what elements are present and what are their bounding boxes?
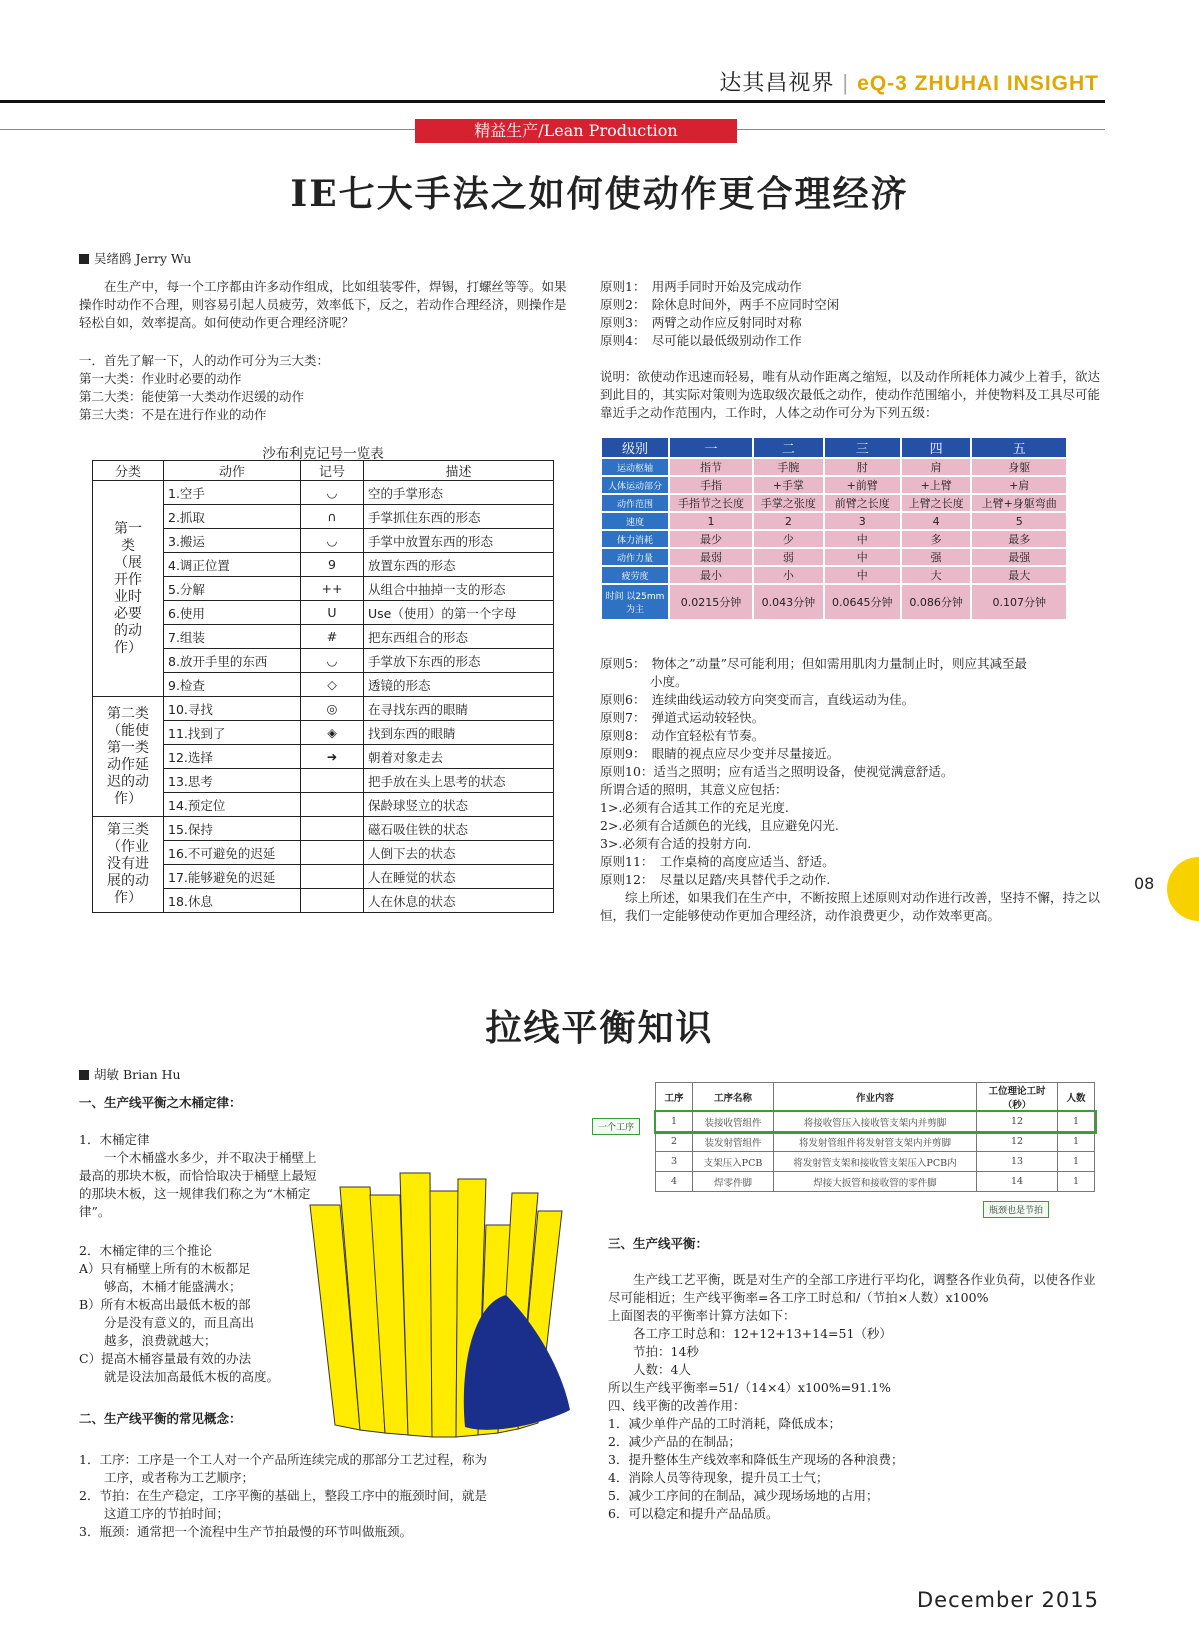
level-cell: 中: [824, 548, 901, 566]
level-cell: 4: [901, 512, 972, 530]
desc-cell: 空的手掌形态: [364, 481, 554, 505]
concept-line: 这道工序的节拍时间；: [79, 1506, 230, 1521]
inference-line: 就是设法加高最低木板的高度。: [79, 1369, 280, 1384]
process-cell: 12: [977, 1132, 1058, 1152]
category-cell: 第一类（展开作业时必要的动作）: [93, 481, 164, 697]
inferences: [79, 1260, 319, 1386]
class-line: 第三大类：不是在进行作业的动作: [79, 407, 267, 422]
table-header: 记号: [301, 461, 364, 481]
level-cell: 手指节之长度: [669, 494, 753, 512]
principle-line: 原则7： 弹道式运动较轻快。: [600, 710, 765, 725]
action-cell: 8.放开手里的东西: [164, 649, 301, 673]
inference-line: 越多，浪费就越大；: [79, 1333, 217, 1348]
process-cell: 装发射管组件: [693, 1132, 774, 1152]
desc-cell: 透镜的形态: [364, 673, 554, 697]
principle-line: 2>.必须有合适颜色的光线，且应避免闪光.: [600, 818, 839, 833]
level-cell: 手指: [669, 476, 753, 494]
symbol-cell: ++: [301, 577, 364, 601]
author-bullet-icon: [79, 1070, 89, 1080]
process-cell: 3: [656, 1152, 693, 1172]
balance-line: 1．减少单件产品的工时消耗，降低成本；: [608, 1416, 841, 1431]
article1-title: IE七大手法之如何使动作更合理经济: [290, 173, 909, 215]
level-cell: 5: [971, 512, 1067, 530]
desc-cell: 人在休息的状态: [364, 889, 554, 913]
balance-line: 4．消除人员等待现象，提升员工士气；: [608, 1470, 829, 1485]
article2-author: 胡敏 Brian Hu: [79, 1065, 181, 1083]
principle-line: 原则9： 眼睛的视点应尽少变并尽量接近。: [600, 746, 840, 761]
action-cell: 15.保持: [164, 817, 301, 841]
level-cell: 0.107分钟: [971, 584, 1067, 620]
symbol-cell: ◡: [301, 649, 364, 673]
symbol-cell: ➜: [301, 745, 364, 769]
level-cell: +前臂: [824, 476, 901, 494]
level-cell: 中: [824, 566, 901, 584]
desc-cell: 保龄球竖立的状态: [364, 793, 554, 817]
desc-cell: 放置东西的形态: [364, 553, 554, 577]
category-cell: 第三类（作业没有进展的动作）: [93, 817, 164, 913]
level-cell: 强: [901, 548, 972, 566]
level-cell: 0.043分钟: [753, 584, 824, 620]
article2-title: 拉线平衡知识: [485, 1007, 714, 1049]
concept-line: 1．工序：工序是一个工人对一个产品所连续完成的那部分工艺过程，称为: [79, 1452, 487, 1467]
principles-b: [600, 655, 1100, 925]
desc-cell: 人在睡觉的状态: [364, 865, 554, 889]
symbol-cell: ◇: [301, 673, 364, 697]
class-line: 一．首先了解一下，人的动作可分为三大类：: [79, 353, 330, 368]
concept-line: 3．瓶颈：通常把一个流程中生产节拍最慢的环节叫做瓶颈。: [79, 1524, 412, 1539]
principles-a: [600, 278, 1100, 350]
process-header: 工序: [656, 1083, 693, 1112]
conclusion: 综上所述，如果我们在生产中，不断按照上述原则对动作进行改善，坚持不懈，持之以恒，我们一定能够使动作更加合理经济，动作浪费更少，动作效率更高。: [600, 890, 1101, 923]
desc-cell: 找到东西的眼睛: [364, 721, 554, 745]
process-cell: 将发射管支架和接收管支架压入PCB内: [774, 1152, 977, 1172]
desc-cell: Use（使用）的第一个字母: [364, 601, 554, 625]
masthead-cn: 达其昌视界: [719, 71, 835, 96]
symbol-cell: [301, 865, 364, 889]
process-cell: 装接收管组件: [693, 1112, 774, 1132]
row-label: 时间 以25mm为主: [601, 584, 669, 620]
principle-line: 原则12： 尽量以足踏/夹具替代手之动作.: [600, 872, 831, 887]
symbol-cell: ◡: [301, 529, 364, 553]
process-header: 工序名称: [693, 1083, 774, 1112]
level-header: 二: [753, 437, 824, 458]
action-cell: 17.能够避免的迟延: [164, 865, 301, 889]
callout-bottleneck: 瓶颈也是节拍: [983, 1201, 1049, 1218]
level-cell: 0.0645分钟: [824, 584, 901, 620]
process-cell: 1: [656, 1112, 693, 1132]
action-classes: [79, 352, 569, 424]
process-table: [655, 1082, 1095, 1192]
level-cell: 最少: [669, 530, 753, 548]
law-text: 一个木桶盛水多少，并不取决于桶壁上最高的那块木板，而恰恰取决于桶壁上最短的那块木板，这一规律我们称之为“木桶定律”。: [79, 1150, 317, 1219]
principle-line: 原则10：适当之照明；应有适当之照明设备，使视觉满意舒适。: [600, 764, 954, 779]
balance-text: 生产线工艺平衡，既是对生产的全部工序进行平均化，调整各作业负荷，以使各作业尽可能相近；生产线平衡率=各工序工时总和/（节拍×人数）x100%: [608, 1272, 1096, 1305]
symbol-cell: U: [301, 601, 364, 625]
action-cell: 1.空手: [164, 481, 301, 505]
level-cell: 肩: [901, 458, 972, 476]
action-cell: 13.思考: [164, 769, 301, 793]
table-header: 分类: [93, 461, 164, 481]
inference-line: 分是没有意义的，而且高出: [79, 1315, 255, 1330]
row-label: 速度: [601, 512, 669, 530]
row-label: 体力消耗: [601, 530, 669, 548]
level-cell: 最多: [971, 530, 1067, 548]
section-heading: 三、生产线平衡：: [608, 1236, 709, 1251]
level-cell: 前臂之长度: [824, 494, 901, 512]
level-cell: 大: [901, 566, 972, 584]
level-cell: 弱: [753, 548, 824, 566]
symbol-cell: 9: [301, 553, 364, 577]
bucket-stave: [430, 1191, 458, 1437]
action-cell: 5.分解: [164, 577, 301, 601]
process-cell: 4: [656, 1172, 693, 1192]
action-cell: 6.使用: [164, 601, 301, 625]
level-cell: 最弱: [669, 548, 753, 566]
symbol-cell: [301, 793, 364, 817]
process-header: 人数: [1058, 1083, 1095, 1112]
row-label: 人体运动部分: [601, 476, 669, 494]
desc-cell: 手掌抓住东西的形态: [364, 505, 554, 529]
symbol-cell: ◎: [301, 697, 364, 721]
concept-line: 工序，或者称为工艺顺序；: [79, 1470, 255, 1485]
issue-date: December 2015: [916, 1588, 1099, 1612]
level-cell: 上臂之长度: [901, 494, 972, 512]
level-cell: 上臂+身躯弯曲: [971, 494, 1067, 512]
process-cell: 2: [656, 1132, 693, 1152]
row-label: 运动枢轴: [601, 458, 669, 476]
table-header: 动作: [164, 461, 301, 481]
balance-line: 3．提升整体生产线效率和降低生产现场的各种浪费；: [608, 1452, 904, 1467]
inference-line: 够高，木桶才能盛满水；: [79, 1279, 242, 1294]
principle-line: 原则4： 尽可能以最低级别动作工作: [600, 333, 802, 348]
level-cell: 最大: [971, 566, 1067, 584]
page-number: 08: [1134, 874, 1155, 893]
process-cell: 1: [1058, 1132, 1095, 1152]
principle-line: 原则8： 动作宜轻松有节奏。: [600, 728, 765, 743]
process-cell: 支架压入PCB: [693, 1152, 774, 1172]
principle-line: 原则6： 连续曲线运动较方向突变而言，直线运动为佳。: [600, 692, 915, 707]
process-cell: 焊接大扳管和接收管的零件脚: [774, 1172, 977, 1192]
balance-line: 节拍：14秒: [608, 1344, 699, 1359]
action-cell: 2.抓取: [164, 505, 301, 529]
law-title: 1．木桶定律: [79, 1132, 150, 1147]
level-cell: 指节: [669, 458, 753, 476]
desc-cell: 把手放在头上思考的状态: [364, 769, 554, 793]
level-cell: 肘: [824, 458, 901, 476]
level-cell: 小: [753, 566, 824, 584]
therblig-table: [92, 460, 554, 913]
symbol-cell: ◡: [301, 481, 364, 505]
process-cell: 1: [1058, 1152, 1095, 1172]
desc-cell: 手掌中放置东西的形态: [364, 529, 554, 553]
desc-cell: 磁石吸住铁的状态: [364, 817, 554, 841]
action-cell: 16.不可避免的迟延: [164, 841, 301, 865]
desc-cell: 把东西组合的形态: [364, 625, 554, 649]
action-cell: 12.选择: [164, 745, 301, 769]
motion-level-table: [600, 436, 1068, 621]
explanation: 说明：欲使动作迅速而轻易，唯有从动作距离之缩短，以及动作所耗体力减少上着手，欲达到此目的，其实际对策则为选取级次最低之动作，使动作范围缩小，并使物料及工具尽可能靠近手之动作范围内，工作时，人体之动作可分为下列五级：: [600, 369, 1101, 420]
level-cell: 3: [824, 512, 901, 530]
section-heading: 二、生产线平衡的常见概念：: [79, 1411, 242, 1426]
level-header: 一: [669, 437, 753, 458]
symbol-cell: ∩: [301, 505, 364, 529]
level-cell: 手腕: [753, 458, 824, 476]
action-cell: 9.检查: [164, 673, 301, 697]
desc-cell: 从组合中抽掉一支的形态: [364, 577, 554, 601]
principle-line: 原则5： 物体之”动量”尽可能利用；但如需用肌肉力量制止时，则应其减至最: [600, 656, 1027, 671]
level-cell: 1: [669, 512, 753, 530]
row-label: 动作力量: [601, 548, 669, 566]
level-cell: 中: [824, 530, 901, 548]
level-cell: +手掌: [753, 476, 824, 494]
symbol-cell: [301, 841, 364, 865]
header-rule: [0, 100, 1105, 103]
level-cell: 0.086分钟: [901, 584, 972, 620]
masthead-en: eQ-3 ZHUHAI INSIGHT: [857, 72, 1099, 95]
balance-line: 5．减少工序间的在制品，减少现场场地的占用；: [608, 1488, 879, 1503]
level-header: 五: [971, 437, 1067, 458]
row-label: 疲劳度: [601, 566, 669, 584]
level-cell: 0.0215分钟: [669, 584, 753, 620]
process-cell: 将发射管组件将发射管支架内并剪脚: [774, 1132, 977, 1152]
concepts: [79, 1451, 569, 1541]
level-cell: 手掌之张度: [753, 494, 824, 512]
section-tag: 精益生产/Lean Production: [415, 119, 737, 143]
level-cell: +上臂: [901, 476, 972, 494]
principle-line: 原则3： 两臂之动作应反射同时对称: [600, 315, 802, 330]
action-cell: 11.找到了: [164, 721, 301, 745]
principle-line: 1>.必须有合适其工作的充足光度.: [600, 800, 789, 815]
therblig-table-caption: 沙布利克记号一览表: [262, 446, 384, 462]
bucket-illustration: [300, 1165, 580, 1440]
level-header: 级别: [601, 437, 669, 458]
action-cell: 4.调正位置: [164, 553, 301, 577]
article1-intro: 在生产中，每一个工序都由许多动作组成，比如组装零件，焊锡，打螺丝等等。如果操作时动作不合理，则容易引起人员疲劳，效率低下，反之，若动作合理经济，则操作是轻松自如，效率提高。如何使动作更合理经济呢？: [79, 279, 567, 330]
infer-title: 2．木桶定律的三个推论: [79, 1243, 212, 1258]
principle-line: 原则2： 除休息时间外，两手不应同时空闲: [600, 297, 840, 312]
class-line: 第一大类：作业时必要的动作: [79, 371, 242, 386]
inference-line: C）提高木桶容量最有效的办法: [79, 1351, 252, 1366]
process-cell: 将接收管压入接收管支架内并剪脚: [774, 1112, 977, 1132]
desc-cell: 人倒下去的状态: [364, 841, 554, 865]
action-cell: 7.组装: [164, 625, 301, 649]
inference-line: B）所有木板高出最低木板的部: [79, 1297, 251, 1312]
balance-line: 上面图表的平衡率计算方法如下：: [608, 1308, 796, 1323]
process-cell: 焊零件脚: [693, 1172, 774, 1192]
principle-line: 小度。: [600, 674, 688, 689]
process-header: 工位理论工时（秒）: [977, 1083, 1058, 1112]
masthead: [719, 66, 1099, 97]
process-cell: 12: [977, 1112, 1058, 1132]
principle-line: 3>.必须有合适的投射方向.: [600, 836, 752, 851]
page-marker: [1167, 857, 1199, 921]
symbol-cell: [301, 889, 364, 913]
symbol-cell: #: [301, 625, 364, 649]
category-cell: 第二类（能使第一类动作延迟的动作）: [93, 697, 164, 817]
process-cell: 1: [1058, 1112, 1095, 1132]
table-header: 描述: [364, 461, 554, 481]
principle-line: 原则11： 工作桌椅的高度应适当、舒适。: [600, 854, 835, 869]
level-cell: 最强: [971, 548, 1067, 566]
level-cell: 多: [901, 530, 972, 548]
masthead-separator: |: [842, 70, 850, 95]
level-cell: 少: [753, 530, 824, 548]
process-cell: 13: [977, 1152, 1058, 1172]
balance-line: 各工序工时总和：12+12+13+14=51（秒）: [608, 1326, 892, 1341]
row-label: 动作范围: [601, 494, 669, 512]
process-cell: 14: [977, 1172, 1058, 1192]
principle-line: 所谓合适的照明，其意义应包括：: [600, 782, 788, 797]
desc-cell: 朝着对象走去: [364, 745, 554, 769]
process-header: 作业内容: [774, 1083, 977, 1112]
callout-process: 一个工序: [592, 1118, 640, 1135]
symbol-cell: ◈: [301, 721, 364, 745]
level-cell: 最小: [669, 566, 753, 584]
section-heading: 一、生产线平衡之木桶定律：: [79, 1095, 242, 1110]
inference-line: A）只有桶壁上所有的木板都足: [79, 1261, 251, 1276]
concept-line: 2．节拍：在生产稳定，工序平衡的基础上，整段工序中的瓶颈时间，就是: [79, 1488, 487, 1503]
class-line: 第二大类：能使第一大类动作迟缓的动作: [79, 389, 305, 404]
action-cell: 18.休息: [164, 889, 301, 913]
author-bullet-icon: [79, 254, 89, 264]
balance-line: 2．减少产品的在制品；: [608, 1434, 741, 1449]
balance-line: 6．可以稳定和提升产品品质。: [608, 1506, 779, 1521]
desc-cell: 在寻找东西的眼睛: [364, 697, 554, 721]
level-header: 三: [824, 437, 901, 458]
symbol-cell: [301, 769, 364, 793]
level-cell: 身躯: [971, 458, 1067, 476]
balance-line: 所以生产线平衡率=51/（14×4）x100%=91.1%: [608, 1380, 891, 1395]
level-cell: +肩: [971, 476, 1067, 494]
symbol-cell: [301, 817, 364, 841]
action-cell: 10.寻找: [164, 697, 301, 721]
article1-author: 吴绪鸥 Jerry Wu: [79, 249, 191, 267]
level-header: 四: [901, 437, 972, 458]
process-cell: 1: [1058, 1172, 1095, 1192]
balance-lines: [608, 1307, 1100, 1523]
balance-line: 人数：4人: [608, 1362, 691, 1377]
level-cell: 2: [753, 512, 824, 530]
principle-line: 原则1： 用两手同时开始及完成动作: [600, 279, 802, 294]
desc-cell: 手掌放下东西的形态: [364, 649, 554, 673]
balance-line: 四、线平衡的改善作用：: [608, 1398, 746, 1413]
action-cell: 3.搬运: [164, 529, 301, 553]
action-cell: 14.预定位: [164, 793, 301, 817]
